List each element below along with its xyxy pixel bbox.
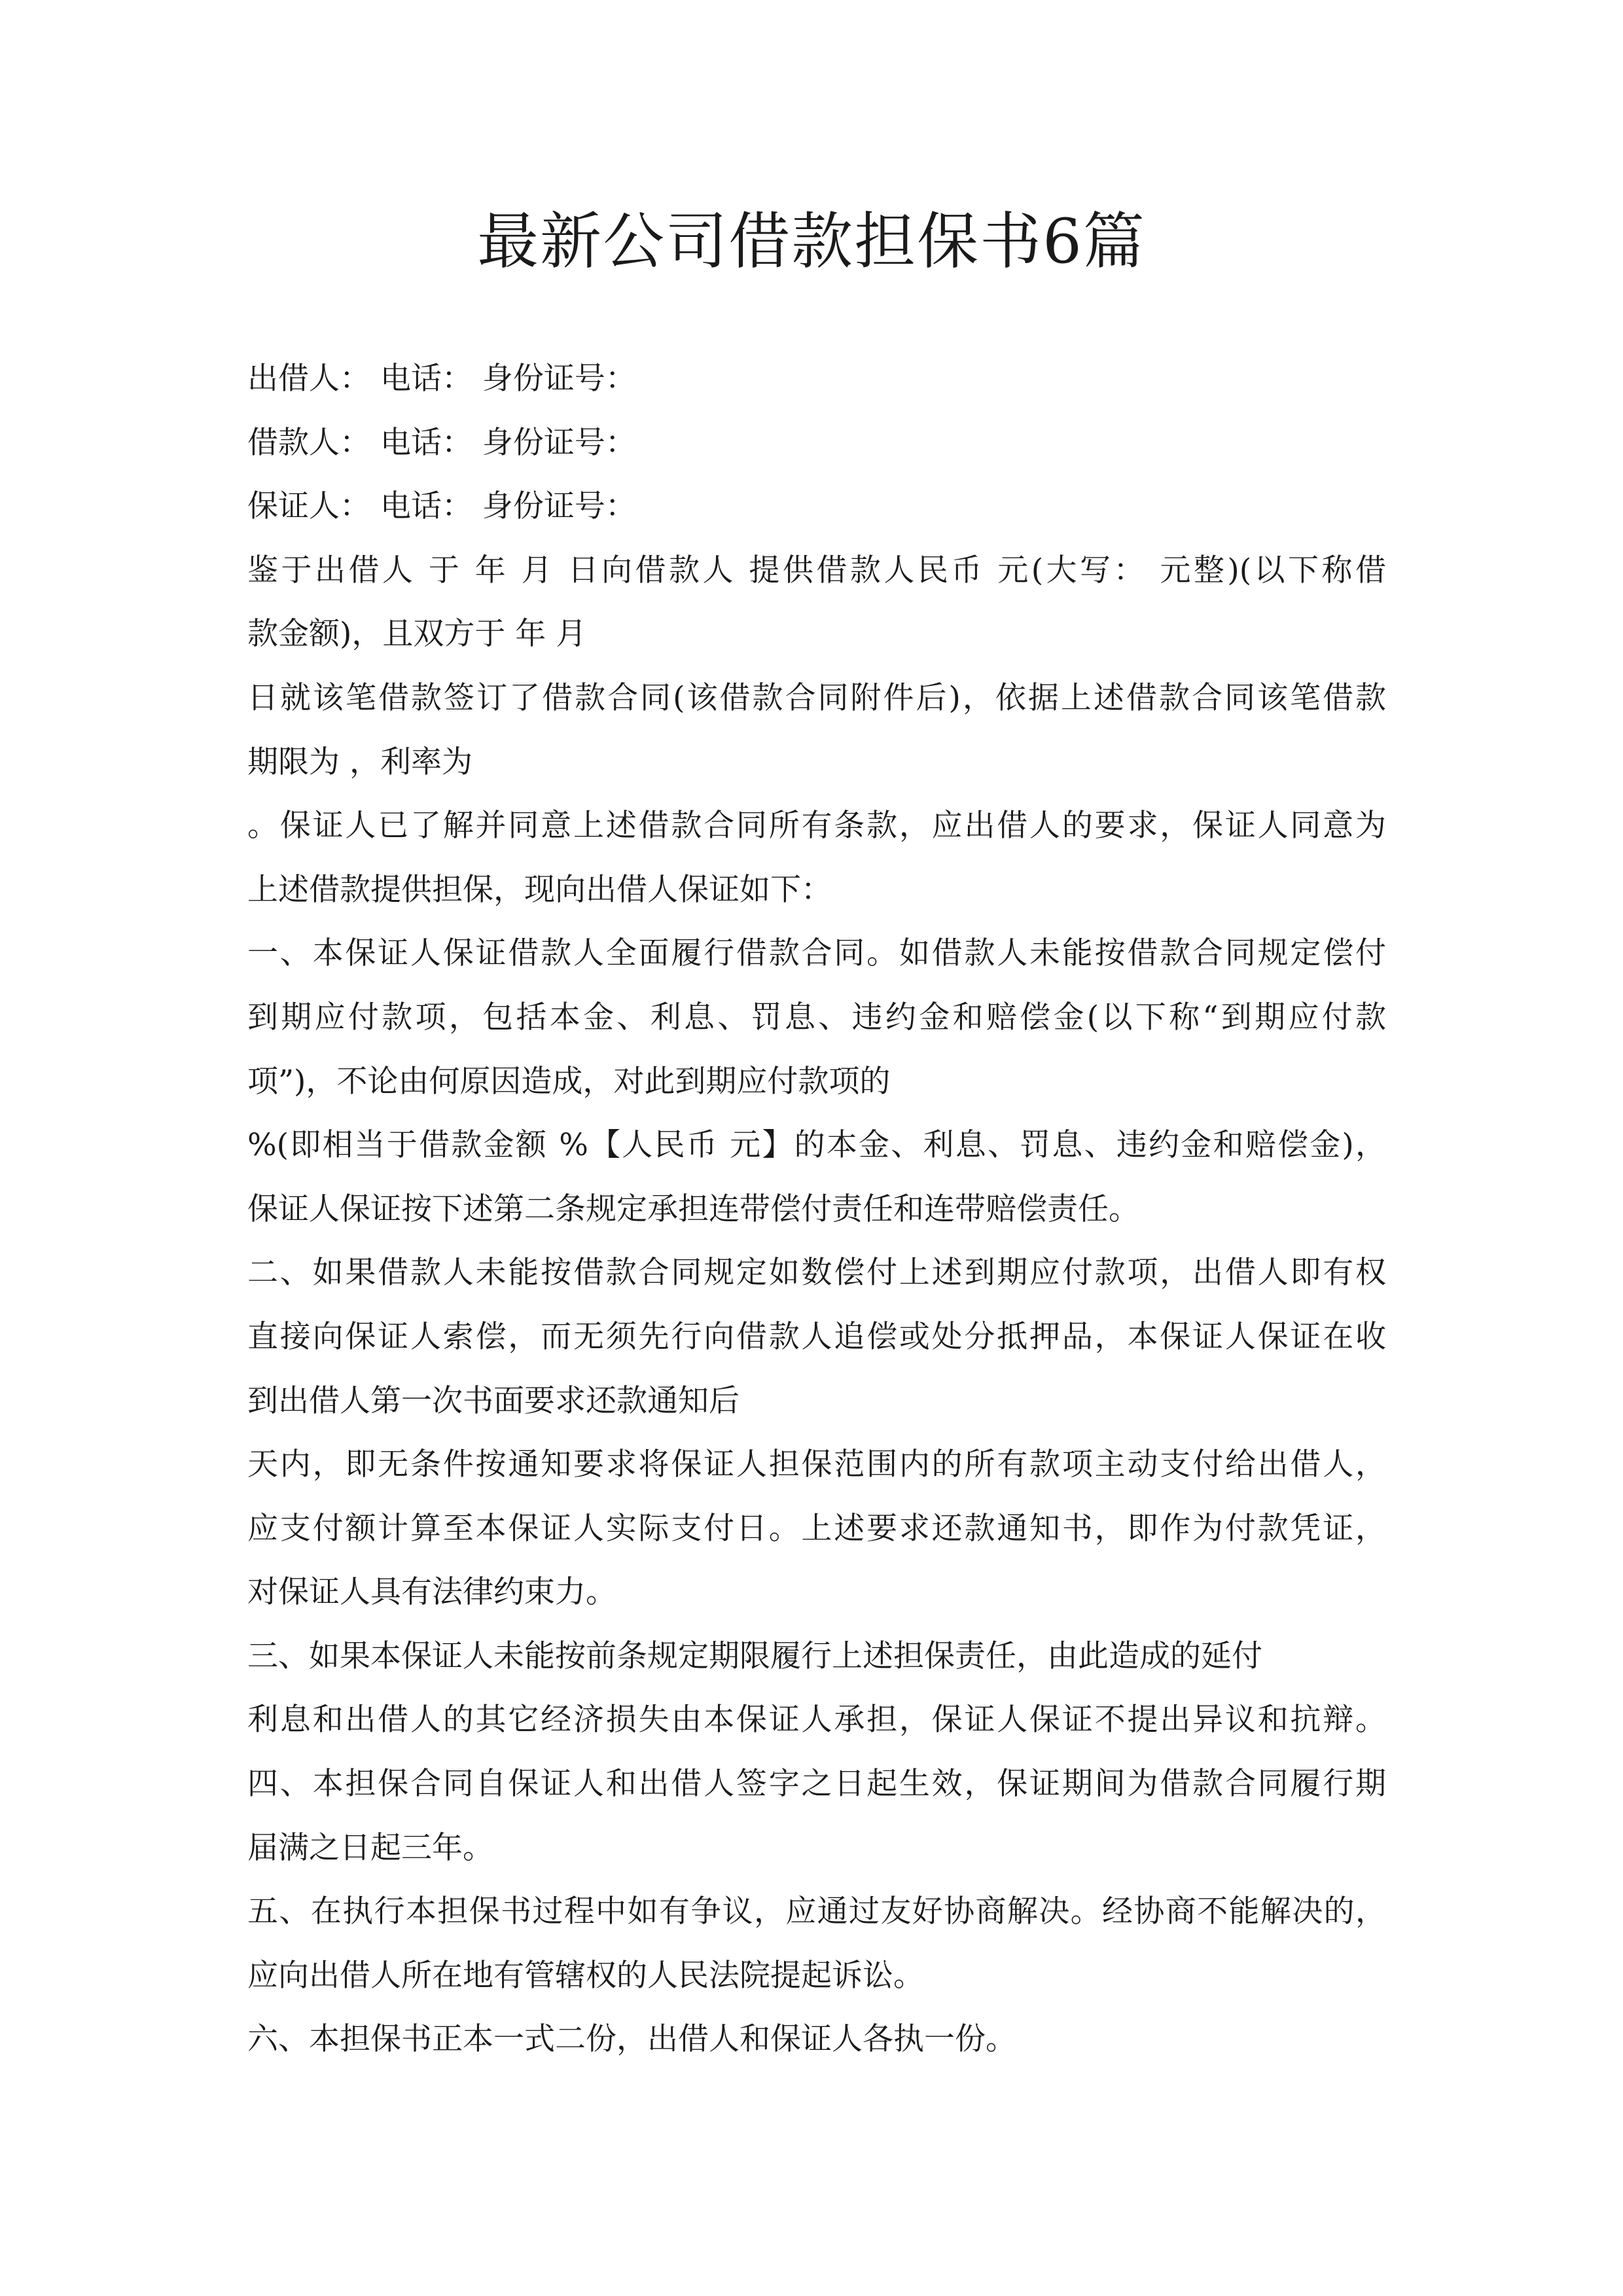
document-line: 期限为 ，利率为 — [247, 744, 473, 780]
document-line: 应向出借人所在地有管辖权的人民法院提起诉讼。 — [247, 1957, 924, 1994]
document-line: 六、本担保书正本一式二份，出借人和保证人各执一份。 — [247, 2021, 1016, 2058]
document-line: 五、在执行本担保书过程中如有争议，应通过友好协商解决。经协商不能解决的， — [247, 1893, 1386, 1930]
document-line: 项”)，不论由何原因造成，对此到期应付款项的 — [247, 1063, 891, 1100]
document-line: 日就该笔借款签订了借款合同(该借款合同附件后)，依据上述借款合同该笔借款 — [247, 679, 1386, 716]
document-line: 款金额)，且双方于 年 月 — [247, 616, 587, 653]
document-line: 到出借人第一次书面要求还款通知后 — [247, 1382, 740, 1419]
document-title: 最新公司借款担保书6篇 — [477, 206, 1146, 278]
document-line: %(即相当于借款金额 %【人民币 元】的本金、利息、罚息、违约金和赔偿金)， — [247, 1127, 1386, 1164]
document-line: 三、如果本保证人未能按前条规定期限履行上述担保责任，由此造成的延付 — [247, 1638, 1262, 1674]
document-line: 借款人： 电话： 身份证号： — [247, 424, 636, 461]
document-line: 到期应付款项，包括本金、利息、罚息、违约金和赔偿金(以下称“到期应付款 — [247, 999, 1386, 1035]
document-line: 保证人： 电话： 身份证号： — [247, 488, 636, 525]
document-line: 出借人： 电话： 身份证号： — [247, 361, 636, 397]
document-line: 保证人保证按下述第二条规定承担连带偿付责任和连带赔偿责任。 — [247, 1191, 1139, 1227]
document-line: 鉴于出借人 于 年 月 日向借款人 提供借款人民币 元(大写： 元整)(以下称借 — [247, 552, 1386, 588]
document-line: 直接向保证人索偿，而无须先行向借款人追偿或处分抵押品，本保证人保证在收 — [247, 1318, 1386, 1355]
document-body — [247, 347, 1386, 2072]
document-line: 四、本担保合同自保证人和出借人签字之日起生效，保证期间为借款合同履行期 — [247, 1766, 1386, 1803]
document-line: 对保证人具有法律约束力。 — [247, 1574, 616, 1611]
document-line: 利息和出借人的其它经济损失由本保证人承担，保证人保证不提出异议和抗辩。 — [247, 1702, 1386, 1738]
document-line: 天内，即无条件按通知要求将保证人担保范围内的所有款项主动支付给出借人， — [247, 1446, 1386, 1483]
document-line: 。保证人已了解并同意上述借款合同所有条款，应出借人的要求，保证人同意为 — [247, 808, 1386, 844]
document-line: 应支付额计算至本保证人实际支付日。上述要求还款通知书，即作为付款凭证， — [247, 1510, 1386, 1547]
document-line: 二、如果借款人未能按借款合同规定如数偿付上述到期应付款项，出借人即有权 — [247, 1255, 1386, 1291]
document-line: 上述借款提供担保，现向出借人保证如下： — [247, 871, 832, 908]
document-line: 一、本保证人保证借款人全面履行借款合同。如借款人未能按借款合同规定偿付 — [247, 935, 1386, 972]
document-line: 届满之日起三年。 — [247, 1829, 493, 1866]
